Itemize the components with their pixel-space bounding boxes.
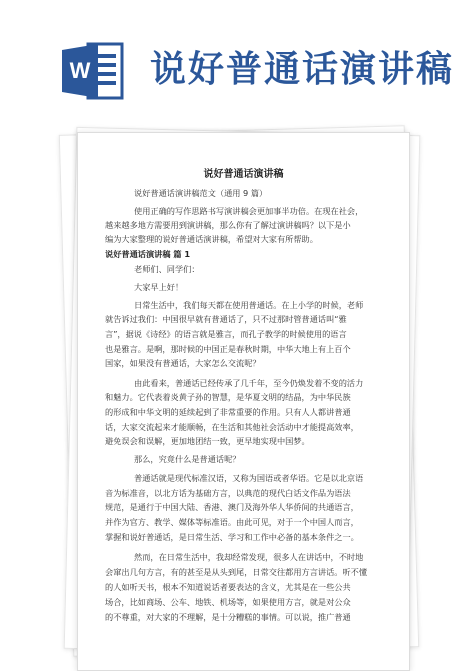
doc-line: 国家，如果没有普通话，大家怎么交流呢？ [105, 358, 261, 368]
doc-line: 的人如听天书，根本不知道说话者要表达的含义，尤其是在一些公共 [105, 582, 351, 592]
doc-line: 越来越多地方需要用到演讲稿，那么你有了解过演讲稿吗？以下是小 [105, 220, 351, 230]
doc-line: 场合，比如商场、公车、地铁、机场等，如果使用方言，就是对公众 [105, 597, 351, 607]
doc-line: 由此看来，普通话已经传承了几千年，至今仍焕发着不变的活力 [134, 378, 364, 388]
doc-line: 避免误会和误解，更加地团结一致，更早地实现中国梦。 [105, 436, 310, 446]
doc-line: 并作为官方、教学、媒体等标准语。由此可见，对于一个中国人而言， [105, 517, 359, 527]
doc-line: 音为标准音，以北方话为基础方言，以典范的现代白话文作品为语法 [105, 488, 351, 498]
document-page [77, 132, 410, 671]
doc-line: 普通话就是现代标准汉语，又称为国语或者华语。它是以北京语 [134, 473, 364, 483]
svg-text:W: W [69, 58, 91, 83]
doc-line: 老师们、同学们： [134, 264, 200, 274]
doc-line: 说好普通话演讲稿范文（通用 9 篇） [134, 188, 268, 198]
header-banner [0, 0, 474, 118]
doc-line: 编为大家整理的说好普通话演讲稿，希望对大家有所帮助。 [105, 234, 318, 244]
doc-line: 就告诉过我们：中国很早就有普通话了，只不过那时管普通话叫“雅 [105, 314, 347, 324]
doc-line: 的形成和中华文明的延续起到了非常重要的作用。只有人人都讲普通 [105, 407, 351, 417]
document-title: 说好普通话演讲稿 [203, 169, 284, 180]
word-document-icon [62, 40, 124, 102]
doc-line: 那么，究竟什么是普通话呢？ [134, 454, 241, 464]
header-title: 说好普通话演讲稿 [150, 49, 455, 90]
doc-line: 大家早上好！ [134, 282, 184, 292]
doc-line: 日常生活中，我们每天都在使用普通话。在上小学的时候，老师 [134, 300, 364, 310]
doc-line: 掌握和说好普通话，是日常生活、学习和工作中必备的基本条件之一。 [105, 532, 359, 542]
doc-line: 然而，在日常生活中，我却经常发现，很多人在讲话中，不时地 [134, 552, 364, 562]
doc-line: 话，大家交流起来才能顺畅，在生活和其他社会活动中才能提高效率， [105, 422, 359, 432]
doc-line: 和魅力。它代表着炎黄子孙的智慧，是华夏文明的结晶，为中华民族 [105, 392, 351, 402]
doc-line: 的不尊重，对大家的不理解，是十分糟糕的事情。可以说，推广普通 [105, 612, 351, 622]
doc-line: 规范，是通行于中国大陆、香港、澳门及海外华人华侨间的共通语言， [105, 502, 359, 512]
doc-line: 言”，据说《诗经》的语言就是雅言，而孔子教学的时候使用的语言 [105, 329, 347, 339]
section-heading: 说好普通话演讲稿 篇 1 [105, 249, 191, 259]
doc-line: 会窜出几句方言，有的甚至是从头到尾，日常交往都用方言讲话。听不懂 [105, 567, 368, 577]
doc-line: 也是雅言。是啊，那时候的中国正是春秋时期，中华大地上有上百个 [105, 344, 351, 354]
doc-line: 使用正确的写作思路书写演讲稿会更加事半功倍。在现在社会， [134, 206, 364, 216]
